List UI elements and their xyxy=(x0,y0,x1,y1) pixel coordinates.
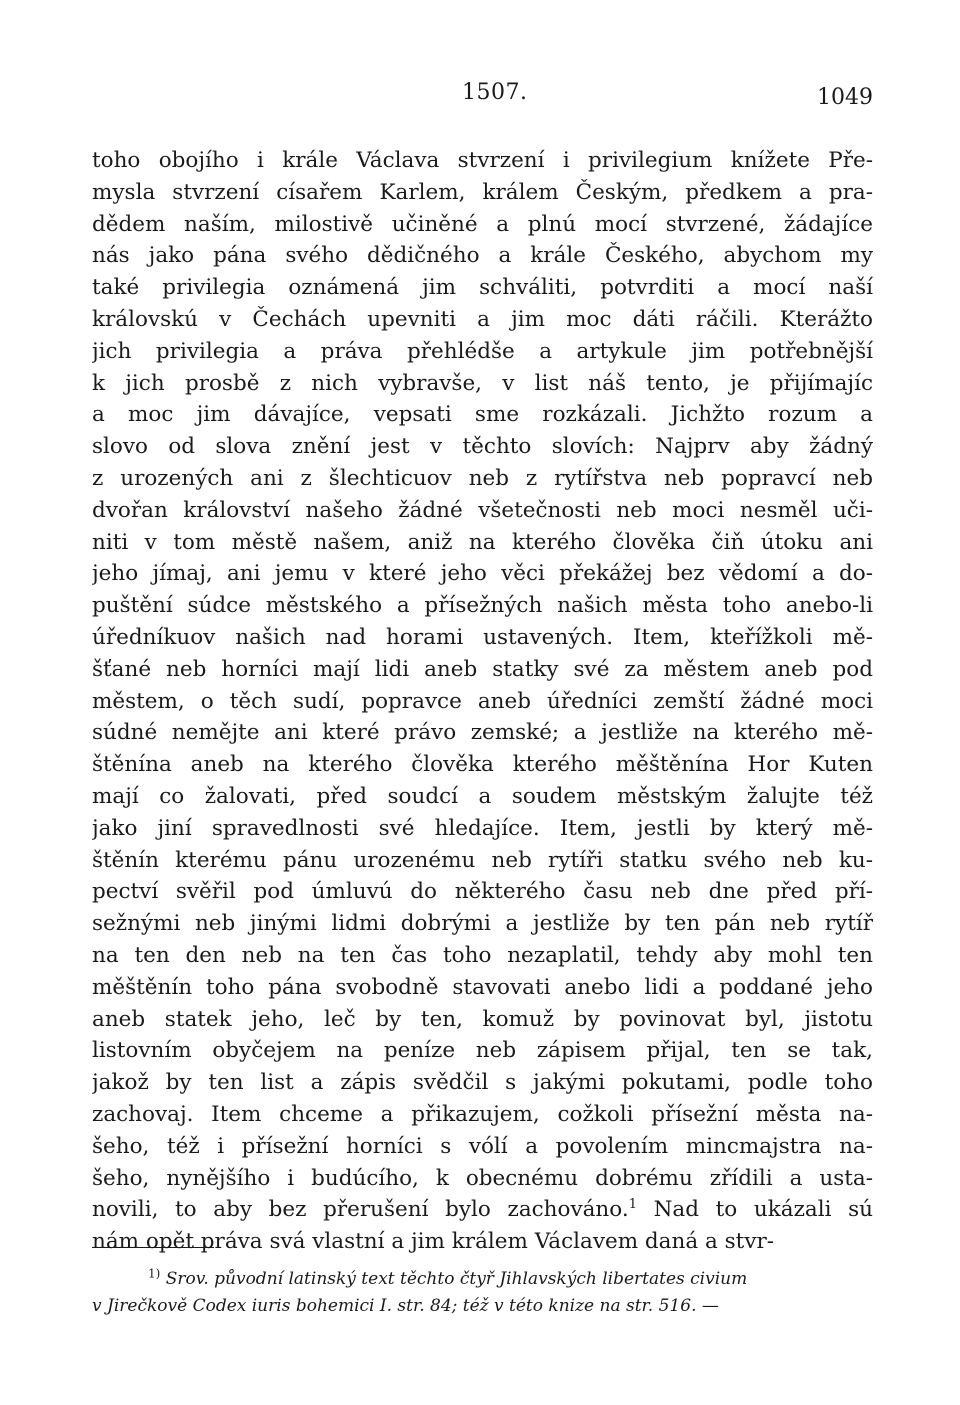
text-line: jako jiní spravedlnosti své hledajíce. Item, jestli by který mě- xyxy=(92,815,873,841)
page-number: 1049 xyxy=(817,85,873,110)
text-line: jich privilegia a práva přehlédše a artykule jim potřebnější xyxy=(92,338,873,364)
text-line: mysla stvrzení císařem Karlem, králem Českým, předkem a pra- xyxy=(92,179,873,205)
footnote-line: v Jirečkově Codex iuris bohemici I. str. 84; též v této knize na str. 516. — xyxy=(92,1296,719,1316)
text-line: aneb statek jeho, leč by ten, komuž by povinovat byl, jistotu xyxy=(92,1006,873,1032)
text-line: šeho, též i přísežní horníci s vólí a povolením mincmajstra na- xyxy=(92,1133,873,1159)
text-line: slovo od slova znění jest v těchto slovích: Najprv aby žádný xyxy=(92,434,873,460)
footnote-marker: 1) xyxy=(148,1266,161,1281)
text-line: nám opět práva svá vlastní a jim králem Václavem daná a stvr- xyxy=(92,1229,775,1255)
text-line: jakož by ten list a zápis svědčil s jakými pokutami, podle toho xyxy=(92,1070,873,1096)
text-line: listovním obyčejem na peníze neb zápisem přijal, ten se tak, xyxy=(92,1038,873,1064)
text-segment: Nad to ukázali sú xyxy=(636,1197,873,1223)
text-line: šťané neb horníci mají lidi aneb statky své za městem aneb pod xyxy=(92,656,873,682)
text-line: úředníkuov našich nad horami ustavených. Item, kteřížkoli mě- xyxy=(92,624,873,650)
footnote-line xyxy=(92,1266,873,1293)
text-line-with-footnote xyxy=(92,1194,873,1226)
text-line: toho obojího i krále Václava stvrzení i privilegium knížete Pře- xyxy=(92,148,873,173)
text-line: jeho jímaj, ani jemu v které jeho věci překážej bez vědomí a do- xyxy=(92,561,873,587)
text-line: městem, o těch sudí, popravce aneb úředníci zemští žádné moci xyxy=(92,688,873,714)
text-line: sežnými neb jinými lidmi dobrými a jestliže by ten pán neb rytíř xyxy=(92,911,873,937)
header-year: 1507. xyxy=(462,80,528,105)
text-segment: novili, to aby bez přerušení bylo zachováno. xyxy=(92,1197,629,1223)
text-line: královskú v Čechách upevniti a jim moc dáti ráčili. Kterážto xyxy=(92,306,873,332)
text-line: měštěnín toho pána svobodně stavovati anebo lidi a poddané jeho xyxy=(92,974,873,1000)
text-line: z urozených ani z šlechticuov neb z rytířstva neb popravcí neb xyxy=(92,465,873,491)
text-line: také privilegia oznámená jim schváliti, potvrditi a mocí naší xyxy=(92,275,873,301)
text-line: nás jako pána svého dědičného a krále Českého, abychom my xyxy=(92,243,873,269)
body-text xyxy=(92,145,873,1258)
footnote-divider xyxy=(92,1247,214,1248)
text-line: niti v tom městě našem, aniž na kterého člověka čiň útoku ani xyxy=(92,529,873,555)
text-line: a moc jim dávajíce, vepsati sme rozkázali. Jichžto rozum a xyxy=(92,402,873,428)
text-line: dvořan království našeho žádné všetečnosti neb moci nesměl uči- xyxy=(92,497,873,523)
text-line: k jich prosbě z nich vybravše, v list náš tento, je přijímajíc xyxy=(92,370,873,396)
footnote-text: Srov. původní latinský text těchto čtyř Jihlavských libertates civium xyxy=(165,1269,748,1289)
text-line: štěnín kterému pánu urozenému neb rytíři statku svého neb ku- xyxy=(92,847,873,873)
text-line: puštění súdce městského a přísežných našich města toho anebo-li xyxy=(92,593,873,619)
text-line: súdné nemějte ani které právo zemské; a jestliže na kterého mě- xyxy=(92,720,873,746)
text-line: dědem naším, milostivě učiněné a plnú mocí stvrzené, žádajíce xyxy=(92,211,873,237)
text-line: štěnína aneb na kterého člověka kterého měštěnína Hor Kuten xyxy=(92,752,873,778)
text-line: na ten den neb na ten čas toho nezaplatil, tehdy aby mohl ten xyxy=(92,942,873,968)
footnotes xyxy=(92,1266,873,1320)
text-line: pectví svěřil pod úmluvú do některého času neb dne před pří- xyxy=(92,879,873,905)
text-line: šeho, nynějšího i budúcího, k obecnému dobrému zřídili a usta- xyxy=(92,1165,873,1191)
footnote-reference[interactable]: 1 xyxy=(628,1197,637,1213)
text-line: mají co žalovati, před soudcí a soudem městským žalujte též xyxy=(92,783,873,809)
text-line: zachovaj. Item chceme a přikazujem, cožkoli přísežní města na- xyxy=(92,1101,873,1127)
